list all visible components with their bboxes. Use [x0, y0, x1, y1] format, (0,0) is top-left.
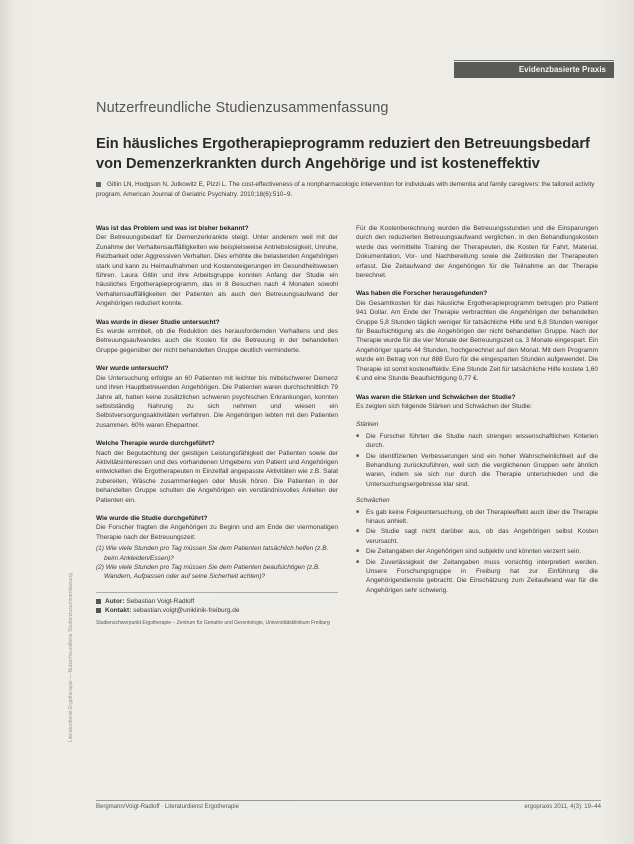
section-text: Die Untersuchung erfolgte an 60 Patienten mit leichter bis mittelschwerer Demenz und ihren Hauptbetreuenden Angehörigen. Die Patienten waren durchschnittlich 79 Jahre alt, hatten keine zusätzlichen schweren psychischen Erkrankungen, konnten selbstständig Nahrung zu sich nehmen und wiesen ein Selbstversorgungsaktivitäten verfahren. Die Angehörigen lebten mit den Patienten zusammen. 60% waren Ehepartner.: [96, 374, 338, 429]
section-badge: Evidenzbasierte Praxis: [454, 62, 614, 78]
list-item: ■ Die Zeitangaben der Angehörigen sind subjektiv und könnten verzerrt sein.: [356, 547, 598, 556]
section-text: Für die Kostenberechnung wurden die Betreuungsstunden und die Einsparungen durch den reduzierten Betreuungsaufwand verglichen. In den Behandlungskosten wurde das vermittelte Training der Therapeuten, die Kosten für Fahrt, Material, Dokumentation, Vor- und Nachbereitung sowie die Zeitkosten der Therapeuten erfasst. Die Zeitaufwand der Angehörigen für die Teilnahme an der Therapie berechnet.: [356, 225, 598, 280]
list-item: ■ Die Forscher führten die Studie nach strengen wissenschaftlichen Kriterien durch.: [356, 432, 598, 451]
list-item: ■ Die Zuverlässigkeit der Zeitangaben muss vorsichtig interpretiert werden. Unsere Forschungsgruppe in Freiburg hat zur Einführung die Angehörigendienste gebracht. Die Einschätzung zum Zeitaufwand war für die Angehörigen sehr schwierig.: [356, 558, 598, 596]
section-text: Die Gesamtkosten für das häusliche Ergotherapieprogramm betrugen pro Patient 941 Dollar. Am Ende der Therapie verbrachten die Angehörigen der behandelten Gruppe 5,8 Stunden täglich weniger für tatsächliche Hilfe und 6,8 Stunden weniger für Beaufsichtigung als die Angehörigen der nicht behandelten Gruppe. Nach der Therapie wurde für die vier Monate der Betreuungszeit ca. 3 Monate eingespart. Ein Angehöriger sparte 44 Stunden, hochgerechnet auf den Monat. Mit dem Programm wurde ein Betrag von nur 888 Euro für die eingesparten Stunden aufgewendet. Die Therapie ist somit kosteneffektiv. Eine Stunde Zeit für tatsächliche Hilfe kostete 1,60 € und eine Stunde Beaufsichtigung 0,77 €.: [356, 299, 598, 383]
section-text: Der Betreuungsbedarf für Demenzerkrankte steigt. Unter anderem weil mit der Zunahme der Verhaltensauffälligkeiten wie beispielsweise Antriebslosigkeit, Unruhe, Reizbarkeit oder Aggressiven Verhalten. Dies erhöhte die belastenden Angehörigen stark und kann zu Heimaufnahmen und Kostensteigerungen im Gesundheitswesen führen. Laura Gitlin und ihre Arbeitsgruppe konnten Anfang der Studie ein häusliches Ergotherapieprogramm, das in 8 Besuchen nach 4 Monaten sowohl Verhaltensauffälligkeiten der Patienten als auch den Betreuungsaufwand der Angehörigen reduziert konnte.: [96, 234, 338, 308]
question-1: (1) Wie viele Stunden pro Tag müssen Sie dem Patienten tatsächlich helfen (z.B. beim Ankleiden/Essen)?: [96, 545, 329, 562]
section-text: Die Forscher fragten die Angehörigen zu Beginn und am Ende der viermonatigen Therapie nach der Betreuungszeit:: [96, 524, 338, 541]
author-label: Autor:: [105, 597, 125, 605]
article-title: Ein häusliches Ergotherapieprogramm reduziert den Betreuungsbedarf von Demenzerkrankten durch Angehörige und ist kosteneffektiv: [96, 136, 590, 172]
square-icon: [96, 599, 101, 604]
badge-rule: [454, 60, 614, 61]
left-column: [96, 224, 338, 632]
list-item: ■ Die identifizierten Verbesserungen sind ein hoher Wahrscheinlichkeit auf die Behandlung zurückzuführen, weil sich die verglichenen Gruppen sehr ähnlich waren, indem sie sich nur durch die Therapie unterschieden und die Untersuchungsergebnisse klar sind.: [356, 452, 598, 490]
question-2: (2) Wie viele Stunden pro Tag müssen Sie dem Patienten beaufsichtigen (z.B. Wandern, Aufpassen oder auf seine Sicherheit achten)?: [96, 564, 321, 581]
section-heading: Welche Therapie wurde durchgeführt?: [96, 440, 215, 448]
section-heading: Wie wurde die Studie durchgeführt?: [96, 514, 208, 522]
affiliation: Studienschwerpunkt Ergotherapie – Zentrum für Geriatrie und Gerontologie, Universitätsklinikum Freiburg: [96, 619, 330, 626]
section-heading: Was ist das Problem und was ist bisher bekannt?: [96, 225, 249, 232]
list-item: ■ Die Studie sagt nicht darüber aus, ob das Angehörigen selbst Kosten verursacht.: [356, 527, 598, 546]
contact-email[interactable]: sebastian.voigt@uniklinik-freiburg.de: [133, 607, 240, 615]
section-heading: Wer wurde untersucht?: [96, 365, 169, 373]
right-column: [356, 224, 598, 601]
bullet-icon: [96, 182, 101, 187]
section-heading: Was waren die Stärken und Schwächen der Studie?: [356, 393, 516, 401]
list-item: ■ Es gab keine Folgeuntersuchung, ob der Therapieeffekt auch über die Therapie hinaus anhielt.: [356, 508, 598, 527]
author-info: [96, 592, 338, 627]
footer-right: ergopraxis 2011, 4(3): 19–44: [524, 804, 601, 810]
side-margin-text: Literaturdienst Ergotherapie — Nutzerfreundliche Studienzusammenfassung: [68, 573, 74, 742]
section-heading: Was haben die Forscher herausgefunden?: [356, 290, 488, 298]
strengths-heading: Stärken: [356, 421, 379, 429]
footer-left: Bergmann/Voigt-Radloff · Literaturdienst Ergotherapie: [96, 804, 239, 810]
square-icon: [96, 608, 101, 613]
author-name: Sebastian Voigt-Radloff: [126, 597, 195, 605]
citation: [96, 180, 601, 199]
citation-text: Gitlin LN, Hodgson N, Jutkowitz E, Pizzi L. The cost-effectiveness of a nonpharmacologic intervention for individuals with dementia and family caregivers: the tailored activity program. American Journal of Geriatric Psychiatry. 2010;18(6):510–9.: [96, 181, 595, 198]
page-footer: [96, 800, 601, 814]
section-heading: Was wurde in dieser Studie untersucht?: [96, 318, 220, 326]
weaknesses-list: [356, 508, 598, 596]
section-text: Es wurde ermittelt, ob die Reduktion des herausfordernden Verhaltens und des Betreuungsaufwandes auch die Kosten für die Betreuung in der behandelten Gruppe gegenüber der nicht behandelten Gruppe deutlich verminderte.: [96, 328, 338, 354]
kicker: Nutzerfreundliche Studienzusammenfassung: [96, 100, 389, 116]
strengths-list: [356, 432, 598, 489]
weaknesses-heading: Schwächen: [356, 497, 390, 505]
section-text: Es zeigten sich folgende Stärken und Schwächen der Studie:: [356, 402, 532, 410]
contact-label: Kontakt:: [105, 607, 132, 615]
section-text: Nach der Begutachtung der geistigen Leistungsfähigkeit der Patienten sowie der Aktivitätsinteressen und des vorhandenen Umgebens von Patient und Angehörigen entwickelten die Ergotherapeuten in Einzelfall angepasste Aktivitäten wie z.B. Salat zubereiten, Wäsche zusammenlegen oder Musik hören. Die Patienten in der behandelten Gruppe schulten die Angehörigen ein verständnisvolles Anleiten der Patienten ein.: [96, 449, 338, 504]
